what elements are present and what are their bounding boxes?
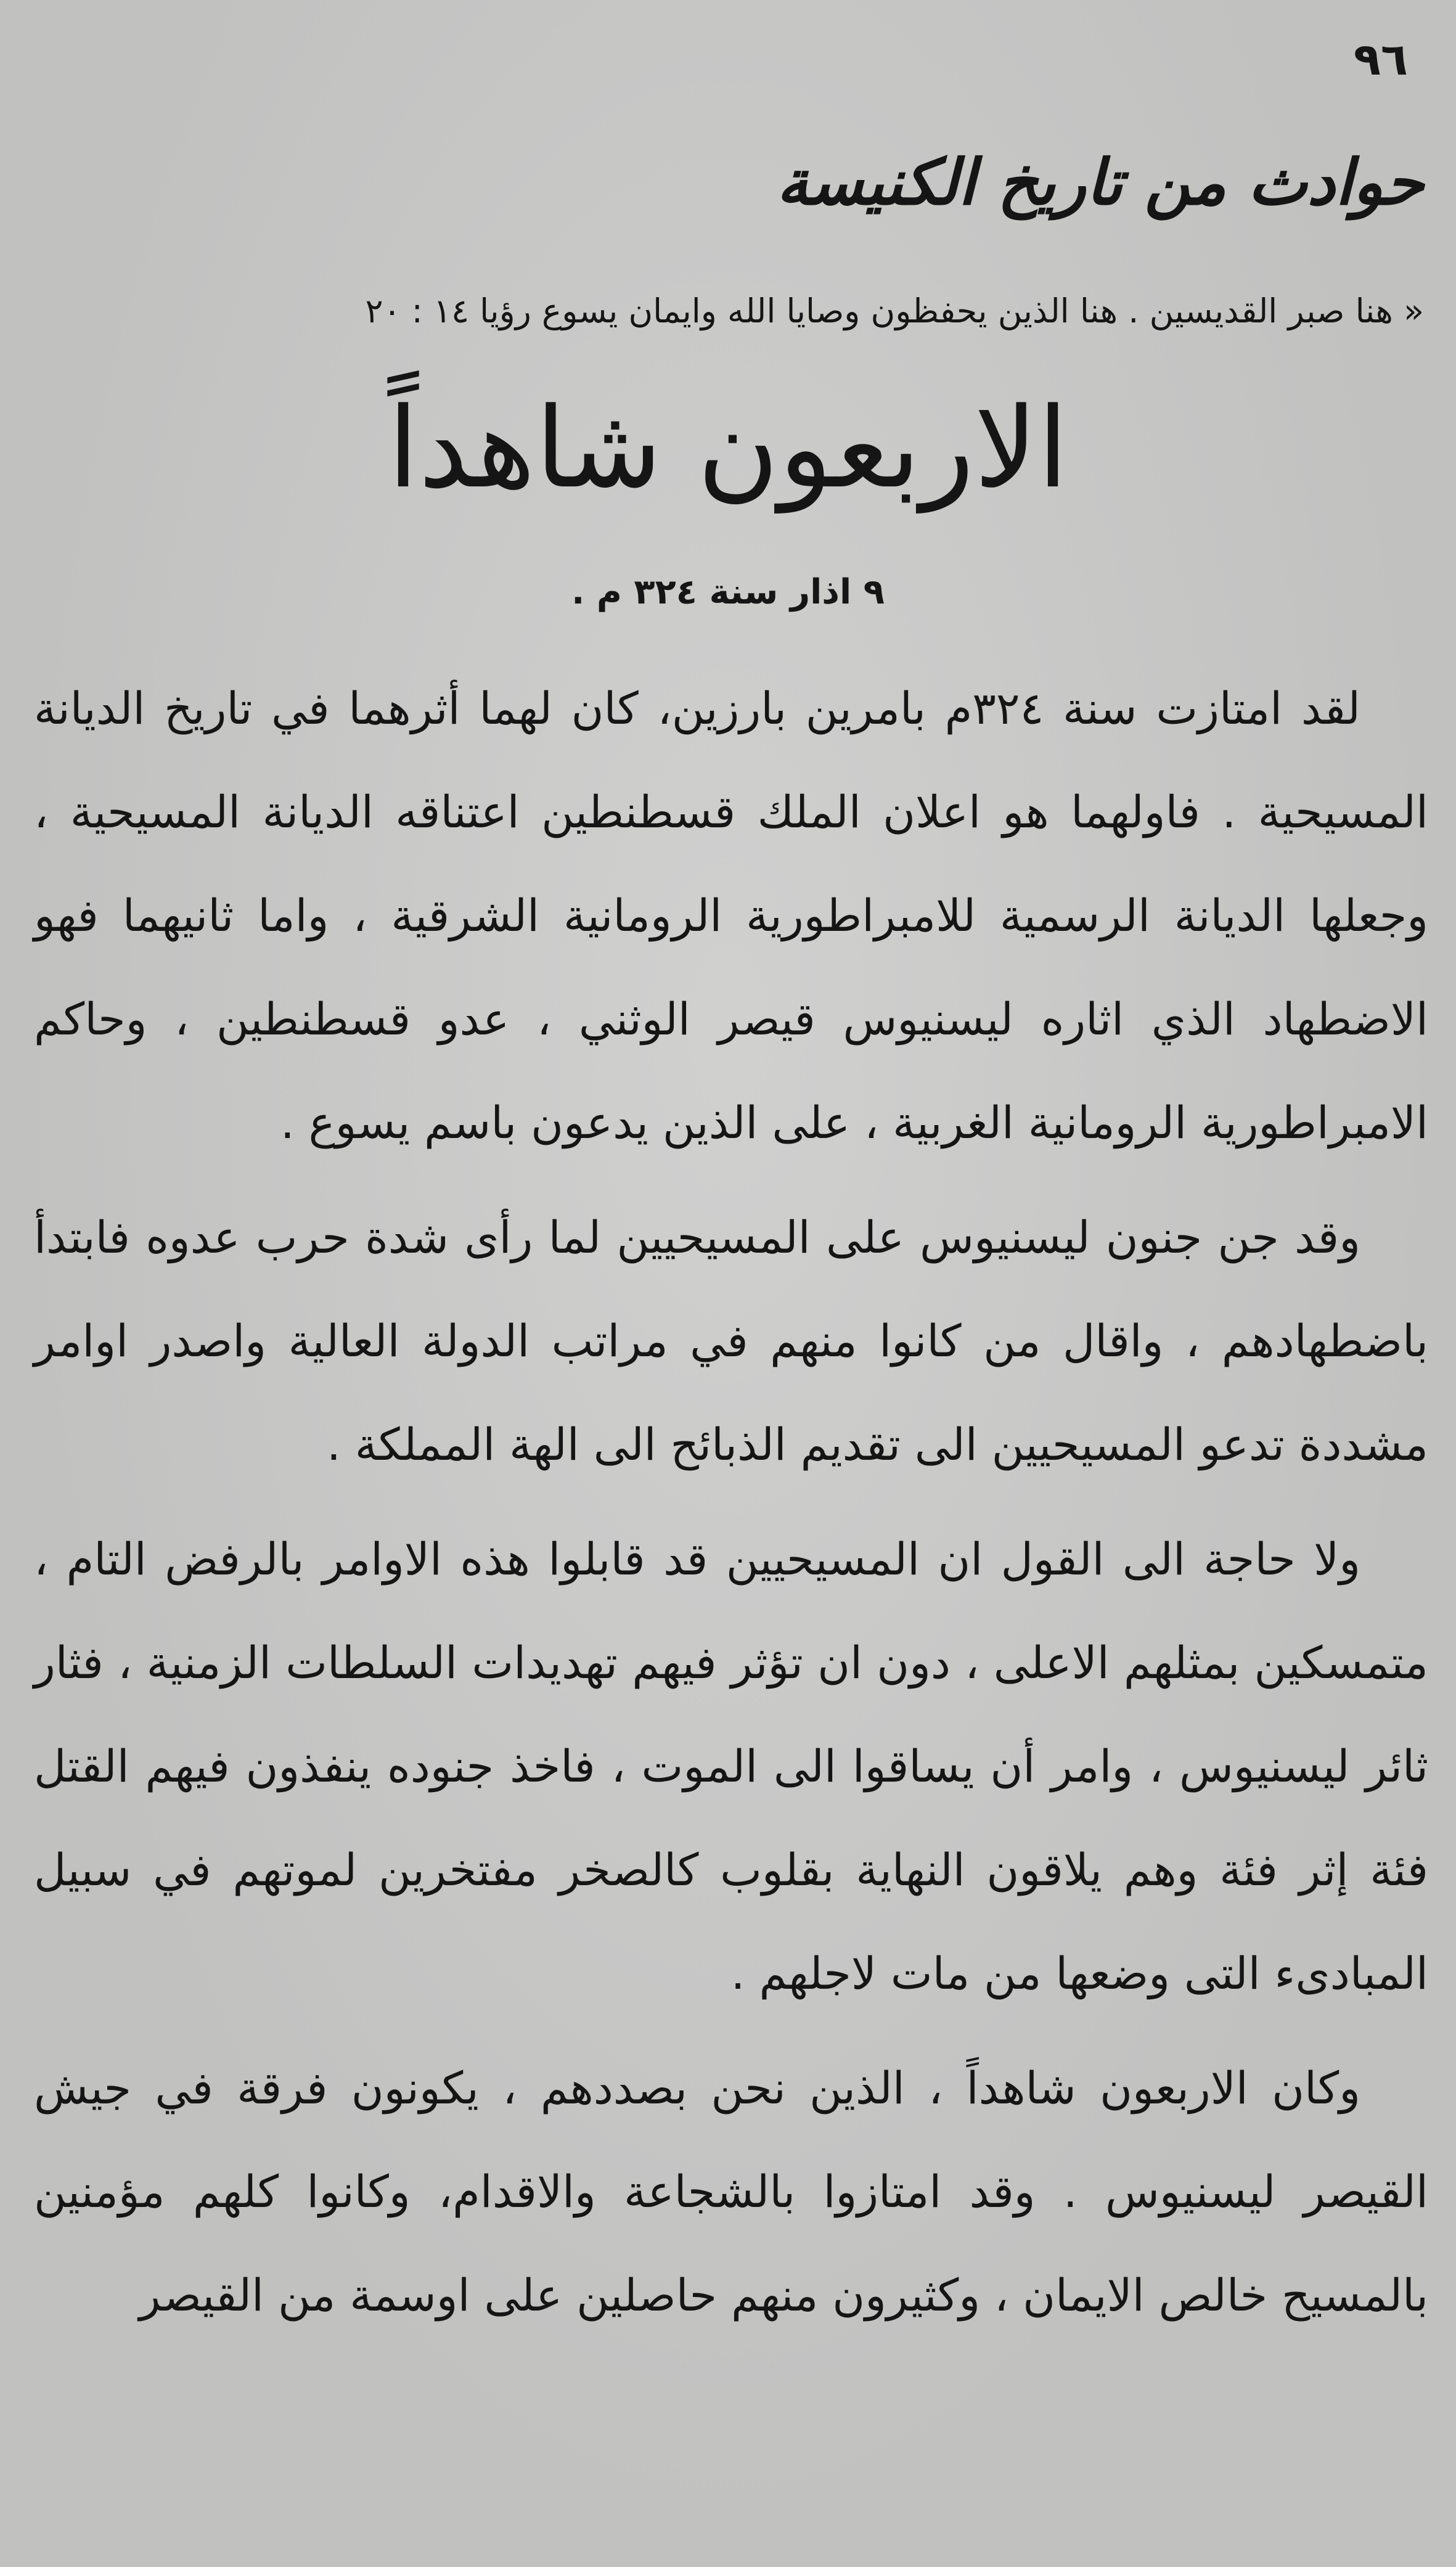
paragraph: وكان الاربعون شاهداً ، الذين نحن بصددهم ، يكونون فرقة في جيش القيصر ليسنيوس . وقد امتازوا بالشجاعة والاقدام، وكانوا كلهم مؤمنين بالمسيح خالص الايمان ، وكثيرون منهم حاصلين على اوسمة من القيصر	[34, 2062, 1428, 2321]
paragraph: لقد امتازت سنة ٣٢٤م بامرين بارزين، كان لهما أثرهما في تاريخ الديانة المسيحية . فاولهما هو اعلان الملك قسطنطين اعتناقه الديانة المسيحية ، وجعلها الديانة الرسمية للامبراطورية الرومانية الشرقية ، واما ثانيهما فهو الاضطهاد الذي اثاره ليسنيوس قيصر الوثني ، عدو قسطنطين ، وحاكم الامبراطورية الرومانية الغربية ، على الذين يدعون باسم يسوع .	[34, 682, 1428, 1148]
paragraph: وقد جن جنون ليسنيوس على المسيحيين لما رأى شدة حرب عدوه فابتدأ باضطهادهم ، واقال من كانوا منهم في مراتب الدولة العالية واصدر اوامر مشددة تدعو المسيحيين الى تقديم الذبائح الى الهة المملكة .	[34, 1211, 1428, 1470]
section-title: حوادث من تاريخ الكنيسة	[776, 145, 1424, 219]
paragraph: ولا حاجة الى القول ان المسيحيين قد قابلوا هذه الاوامر بالرفض التام ، متمسكين بمثلهم الاعلى ، دون ان تؤثر فيهم تهديدات السلطات الزمنية ، فثار ثائر ليسنيوس ، وامر أن يساقوا الى الموت ، فاخذ جنوده ينفذون فيهم القتل فئة إثر فئة وهم يلاقون النهاية بقلوب كالصخر مفتخرين لموتهم في سبيل المبادىء التى وضعها من مات لاجلهم .	[34, 1533, 1428, 1999]
article-title: الاربعون شاهداً	[388, 384, 1068, 513]
page-number: ٩٦	[1354, 33, 1408, 85]
article-body	[34, 657, 1428, 2347]
article-date: ٩ اذار سنة ٣٢٤ م .	[571, 572, 885, 612]
epigraph-quote: « هنا صبر القديسين . هنا الذين يحفظون وصايا الله وايمان يسوع رؤيا ١٤ : ٢٠	[365, 292, 1424, 330]
